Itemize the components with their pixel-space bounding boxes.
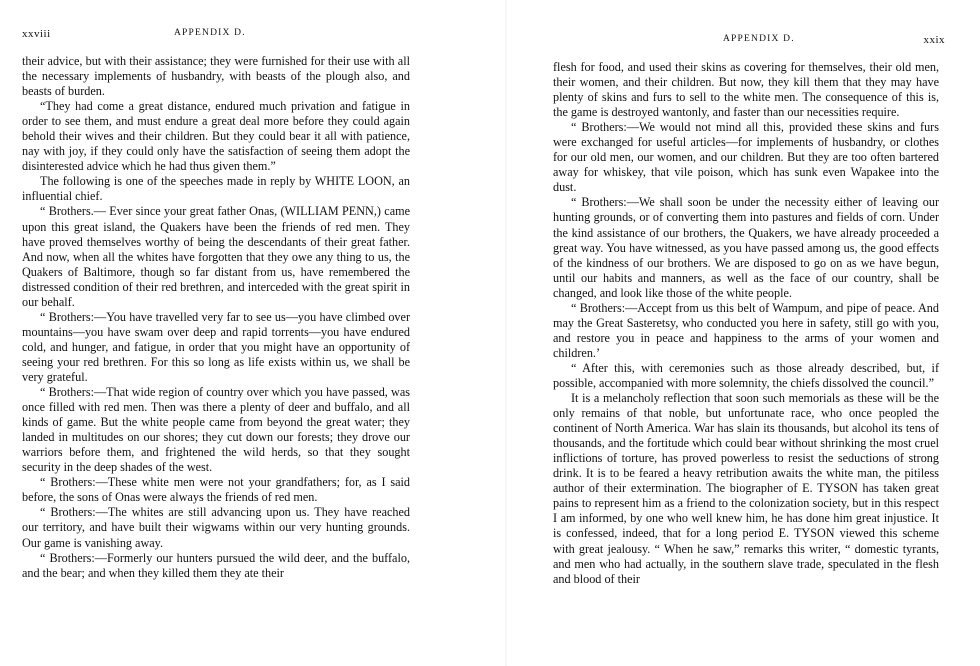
paragraph: “They had come a great distance, endured much privation and fatigue in order to see them, and must endure a great deal more before they could again behold their wives and their children. But they could bear it all with patience, nay with joy, if they could only have the satisfaction of seeing them adopt the disinterested advice which he had thus given them.”: [22, 99, 410, 174]
paragraph: “ After this, with ceremonies such as those already described, but, if possible, accompanied with more solemnity, the chiefs dissolved the council.”: [553, 360, 939, 390]
right-page: [545, 0, 980, 666]
paragraph: “ Brothers:—That wide region of country over which you have passed, was once filled with red men. Then was there a plenty of deer and buffalo, and all kinds of game. But the white people came from beyond the great water; they landed in multitudes on our shores; they cut down our forests; they drove our warriors before them, and frightened the wild herds, so that they sought security in the deep shades of the west.: [22, 385, 410, 475]
left-page-number: xxviii: [22, 28, 51, 40]
book-gutter: [505, 0, 507, 666]
left-page: [0, 0, 430, 666]
right-running-head: APPENDIX D.: [723, 34, 795, 44]
right-page-number: xxix: [923, 34, 945, 46]
right-page-text: [553, 60, 939, 587]
paragraph: “ Brothers:—We shall soon be under the necessity either of leaving our hunting grounds, or of converting them into pastures and fields of corn. Under the kind assistance of our brothers, the Quakers, we have already proceeded a great way. You have witnessed, as you have passed among us, the good effects of the kindness of our brothers. We are disposed to go on as we have begun, until our habits and manners, as well as the face of our country, shall be changed, and look like those of the white people.: [553, 195, 939, 300]
paragraph: “ Brothers:—You have travelled very far to see us—you have climbed over mountains—you have swam over deep and rapid torrents—you have endured cold, and hunger, and fatigue, in order that you might have an opportunity of seeing your red brethren. For this so long as life exists within us, we shall be very grateful.: [22, 309, 410, 384]
paragraph: flesh for food, and used their skins as covering for themselves, their old men, their women, and their children. But now, they kill them that they may have plenty of skins and furs to sell to the white men. The consequence of this is, the game is destroyed wantonly, and faster than our necessities require.: [553, 60, 939, 120]
paragraph: The following is one of the speeches made in reply by WHITE LOON, an influential chief.: [22, 174, 410, 204]
paragraph: “ Brothers:—These white men were not your grandfathers; for, as I said before, the sons of Onas were always the friends of red men.: [22, 475, 410, 505]
paragraph: It is a melancholy reflection that soon such memorials as these will be the only remains of that noble, but unfortunate race, who once peopled the continent of North America. War has slain its thousands, but alcohol its tens of thousands, and the fortitude which could bear without shrinking the most cruel inflictions of torture, has proved powerless to resist the seductions of strong drink. It is to be feared a heavy retribution awaits the white man, the pitiless author of their extermination. The biographer of E. TYSON has taken great pains to represent him as a friend to the colonization society, but in this respect I am informed, by one who well knew him, he has done him great injustice. It is confessed, indeed, that for a long period E. TYSON viewed this scheme with great jealousy. “ When he saw,” remarks this writer, “ domestic tyrants, and men who had actually, in the southern slave trade, speculated in the flesh and blood of their: [553, 391, 939, 586]
left-running-head: APPENDIX D.: [174, 28, 246, 38]
paragraph: their advice, but with their assistance; they were furnished for their use with all the necessary implements of husbandry, with beasts of the plough also, and beasts of burden.: [22, 54, 410, 99]
left-page-header: [22, 28, 408, 42]
paragraph: “ Brothers:—The whites are still advancing upon us. They have reached our territory, and have built their wigwams within our very hunting grounds. Our game is vanishing away.: [22, 505, 410, 550]
paragraph: “ Brothers:—Accept from us this belt of Wampum, and pipe of peace. And may the Great Sasteretsy, who conducted you here in safety, still go with you, and restore you in peace and happiness to the arms of your women and children.’: [553, 300, 939, 360]
paragraph: “ Brothers.— Ever since your great father Onas, (WILLIAM PENN,) came upon this great island, the Quakers have been the friends of red men. They have proved themselves worthy of being the descendants of their great father. And now, when all the whites have forgotten that they owe any thing to us, the Quakers of Baltimore, though so far distant from us, have remembered the distressed condition of their red brethren, and interceded with the great spirit in our behalf.: [22, 204, 410, 309]
left-page-text: [22, 54, 410, 581]
paragraph: “ Brothers:—Formerly our hunters pursued the wild deer, and the buffalo, and the bear; and when they killed them they ate their: [22, 550, 410, 580]
right-page-header: [553, 34, 945, 48]
paragraph: “ Brothers:—We would not mind all this, provided these skins and furs were exchanged for useful articles—for implements of husbandry, or clothes for our old men, our women, and our children. But they are too often bartered away for whiskey, that vile poison, which has sunk even Wapakee into the dust.: [553, 120, 939, 195]
